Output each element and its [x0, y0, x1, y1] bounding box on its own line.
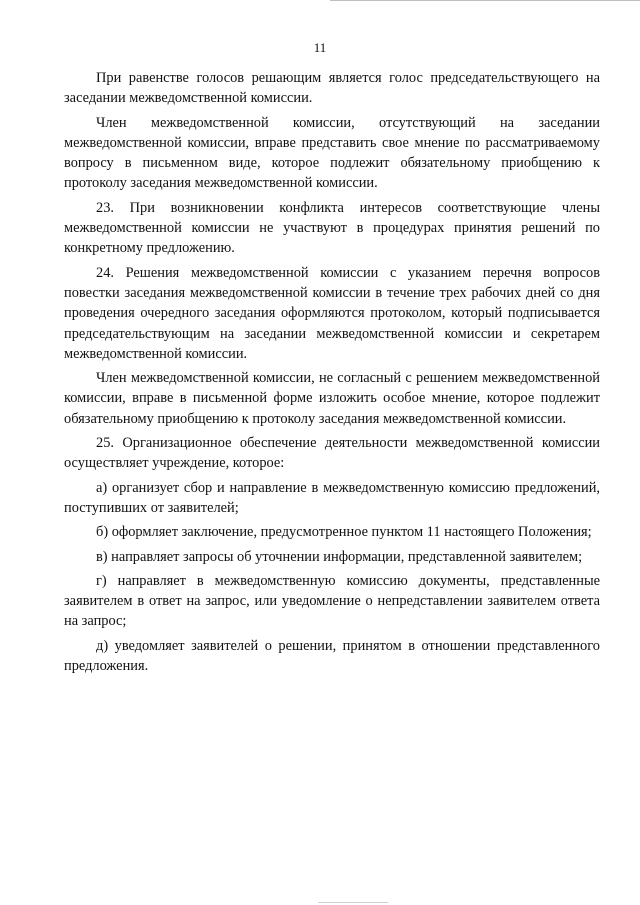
list-item-v: в) направляет запросы об уточнении информации, представленной заявителем; [96, 548, 583, 565]
paragraph-tie-vote: При равенстве голосов решающим является голос председательствующего на заседании межведомственной комиссии. [64, 70, 600, 107]
scan-edge-line [330, 0, 640, 1]
document-body [64, 68, 600, 680]
list-item-d: д) уведомляет заявителей о решении, принятом в отношении представленного предложения. [64, 637, 600, 675]
paragraph-23-conflict-of-interest: 23. При возникновении конфликта интересов соответствующие члены межведомственной комиссии не участвуют в процедурах принятия решений по конкретному предложению. [64, 199, 600, 257]
paragraph-25-organizational-support: 25. Организационное обеспечение деятельности межведомственной комиссии осуществляет учреждение, которое: [64, 435, 600, 472]
paragraph-dissenting-opinion: Член межведомственной комиссии, не согласный с решением межведомственной комиссии, вправе в письменной форме изложить особое мнение, которое подлежит обязательному приобщению к протоколу заседания межведомственной комиссии. [64, 370, 600, 427]
page-number: 11 [313, 40, 327, 55]
list-item-g: г) направляет в межведомственную комиссию документы, представленные заявителем в ответ на запрос, или уведомление о непредставлении заявителем ответа на запрос; [64, 572, 600, 630]
list-item-b: б) оформляет заключение, предусмотренное пунктом 11 настоящего Положения; [96, 524, 592, 541]
paragraph-absent-member-opinion: Член межведомственной комиссии, отсутствующий на заседании межведомственной комиссии, вправе представить свое мнение по рассматриваемому вопросу в письменном виде, которое подлежит обязательному приобщению к протоколу заседания межведомственной комиссии. [64, 114, 600, 192]
paragraph-24-decisions-protocol: 24. Решения межведомственной комиссии с указанием перечня вопросов повестки заседания межведомственной комиссии в течение трех рабочих дней со дня проведения очередного заседания оформляются протоколом, который подписывается председательствующим на заседании межведомственной комиссии и секретарем межведомственной комиссии. [64, 264, 600, 362]
scan-edge-line-bottom [318, 902, 388, 903]
list-item-a: а) организует сбор и направление в межведомственную комиссию предложений, поступивших от заявителей; [64, 479, 600, 516]
